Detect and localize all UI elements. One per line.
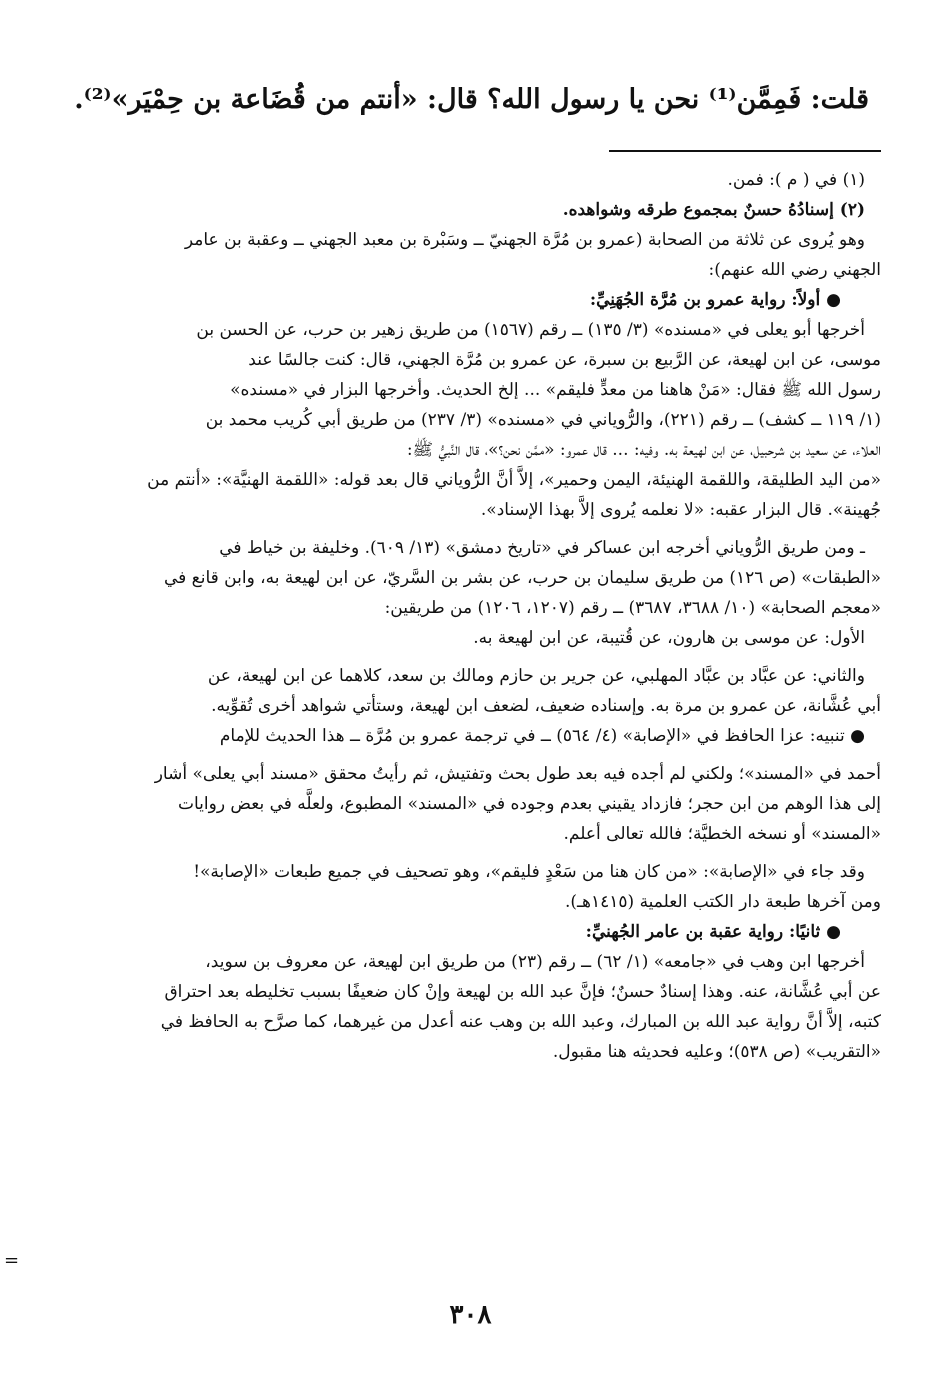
text-line: الجهني رضي الله عنهم): — [708, 260, 881, 280]
text-line: رسول الله ﷺ فقال: «مَنْ هاهنا من معدٍّ فليقم» ... إلخ الحديث. وأخرجها البزار في «مسنده» — [230, 380, 881, 400]
text-line: أحمد في «المسند»؛ ولكني لم أجده فيه بعد طول بحث وتفتيش، ثم رأيتُ محقق «مسند أبي يعلى» أشار — [154, 764, 881, 784]
paragraph-gap — [60, 653, 881, 661]
text-line: جُهينة». قال البزار عقبه: «لا نعلمه يُروى إلاَّ بهذا الإسناد». — [480, 500, 881, 520]
text-line: «من اليد الطليقة، واللقمة الهنيئة، اليمن وحمير»، إلاَّ أنَّ الرُّوياني قال بعد قوله: «اللقمة الهنيَّة»: «أنتم من — [147, 470, 881, 490]
text-line: موسى، عن ابن لهيعة، عن الرَّبيع بن سبرة، عن عمرو بن مُرَّة الجهني، قال: كنت جالسًا عند — [248, 350, 881, 370]
paragraph-gap — [60, 751, 881, 759]
footnote-rule — [609, 150, 881, 152]
text-line: ـ ومن طريق الرُّوياني أخرجه ابن عساكر في «تاريخ دمشق» (١٣/ ٦٠٩). وخليفة بن خياط في — [219, 538, 865, 558]
text-line: وقد جاء في «الإصابة»: «من كان هنا من سَعْدٍ فليقم»، وهو تصحيف في جميع طبعات «الإصابة»! — [193, 862, 865, 882]
text-line: «المسند» أو نسخه الخطيَّة؛ فالله تعالى أعلم. — [563, 824, 881, 844]
text-line: ومن آخرها طبعة دار الكتب العلمية (١٤١٥هـ). — [565, 892, 881, 912]
headline: قلت: فَمِمَّن⁽¹⁾ نحن يا رسول الله؟ قال: «أنتم من قُضَاعة بن حِمْيَر»⁽²⁾. — [74, 84, 869, 115]
text-line: الأول: عن موسى بن هارون، عن قُتيبة، عن ابن لهيعة به. — [473, 628, 865, 648]
page-number: ٣٠٨ — [449, 1300, 492, 1330]
continuation-mark: = — [4, 1250, 20, 1271]
text-line: «معجم الصحابة» (١٠/ ٣٦٨٨، ٣٦٨٧) ــ رقم (١٢٠٧، ١٢٠٦) من طريقين: — [384, 598, 881, 618]
footnote-2: (٢) إسنادُهُ حسنٌ بمجموع طرقه وشواهده. — [562, 200, 865, 220]
text-line: كتبه، إلاَّ أنَّ رواية عبد الله بن المبارك، وعبد الله بن وهب عنه أعدل من غيرهما، كما صرَّح به الحافظ في — [160, 1012, 881, 1032]
text-line: أخرجها أبو يعلى في «مسنده» (٣/ ١٣٥) ــ رقم (١٥٦٧) من طريق زهير بن حرب، عن الحسن بن — [196, 320, 865, 340]
footnote-body — [60, 225, 881, 1067]
text-line: ● تنبيه: عزا الحافظ في «الإصابة» (٤/ ٥٦٤) ــ في ترجمة عمرو بن مُرَّة ــ هذا الحديث للإمام — [219, 726, 865, 746]
text-line: العلاء، عن سعيد بن شرحبيل، عن ابن لهيعة به. وفيه: ... قال عمرو: «ممَّن نحن؟»، قال النَّبيُّ ﷺ: — [406, 440, 881, 460]
text-line: ● أولاً: رواية عمرو بن مُرَّة الجُهَنِيِّ: — [589, 290, 841, 310]
text-line: والثاني: عن عبَّاد بن عبَّاد المهلبي، عن جرير بن حازم ومالك بن سعد، كلاهما عن ابن لهيعة، عن — [207, 666, 865, 686]
text-line: أبي عُشَّانة، عن عمرو بن مرة به. وإسناده ضعيف، لضعف ابن لهيعة، وستأتي شواهد أخرى تُقوِّيه. — [211, 696, 881, 716]
book-page — [60, 0, 881, 1374]
footnote-1: (١) في ( م ): فمن. — [727, 170, 865, 190]
text-line: وهو يُروى عن ثلاثة من الصحابة (عمرو بن مُرَّة الجهنيّ ــ وسَبْرة بن معبد الجهني ــ وعقبة بن عامر — [184, 230, 865, 250]
text-line: إلى هذا الوهم من ابن حجر؛ فازداد يقيني بعدم وجوده في «المسند» المطبوع، ولعلَّه في بعض روايات — [177, 794, 881, 814]
text-line: (١/ ١١٩ ــ كشف) ــ رقم (٢٢١)، والرُّوياني في «مسنده» (٣/ ٢٣٧) من طريق أبي كُريب محمد بن — [205, 410, 881, 430]
text-line: أخرجها ابن وهب في «جامعه» (١/ ٦٢) ــ رقم (٢٣) من طريق ابن لهيعة، عن معروف بن سويد، — [205, 952, 865, 972]
paragraph-gap — [60, 525, 881, 533]
text-line: عن أبي عُشَّانة، عنه. وهذا إسنادٌ حسنٌ؛ فإنَّ عبد الله بن لهيعة وإنْ كان ضعيفًا بسبب تخليطه بعد احتراق — [164, 982, 881, 1002]
paragraph-gap — [60, 849, 881, 857]
footnotes-section — [60, 165, 881, 1067]
text-line: «التقريب» (ص ٥٣٨)؛ وعليه فحديثه هنا مقبول. — [552, 1042, 881, 1062]
text-line: «الطبقات» (ص ١٢٦) من طريق سليمان بن حرب، عن بشر بن السَّريّ، عن ابن لهيعة به، وابن قانع في — [163, 568, 881, 588]
text-line: ● ثانيًا: رواية عقبة بن عامر الجُهنيِّ: — [585, 922, 841, 942]
